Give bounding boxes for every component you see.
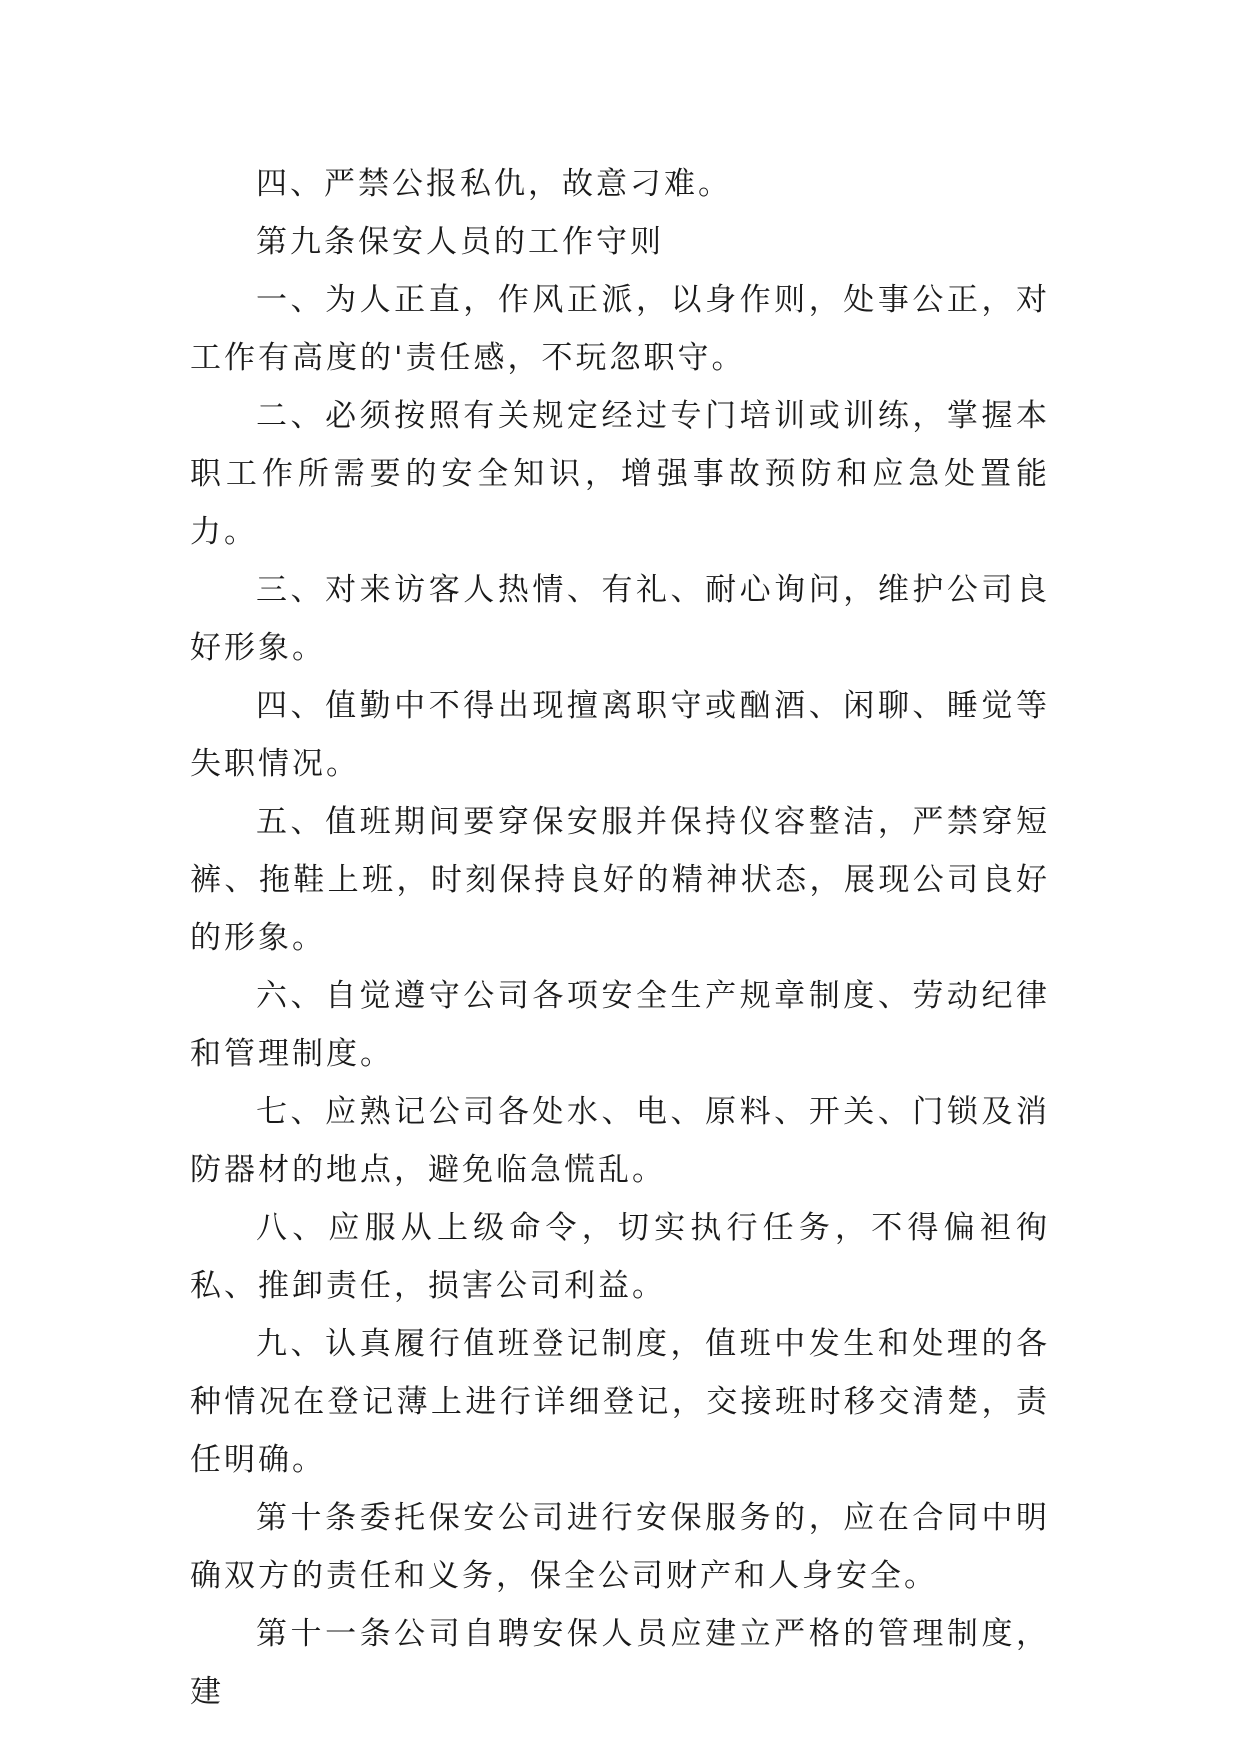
paragraph-article-11: 第十一条公司自聘安保人员应建立严格的管理制度，建 bbox=[190, 1616, 1050, 1710]
paragraph-rule-2-training: 二、必须按照有关规定经过专门培训或训练，掌握本职工作所需要的安全知识，增强事故预防和应急处置能力。 bbox=[190, 398, 1050, 550]
paragraph-rule-4-no-revenge: 四、严禁公报私仇，故意刁难。 bbox=[256, 166, 732, 202]
paragraph-article-9-heading: 第九条保安人员的工作守则 bbox=[256, 224, 664, 260]
document-body bbox=[190, 155, 1050, 1721]
paragraph-rule-4-on-duty: 四、值勤中不得出现擅离职守或酗酒、闲聊、睡觉等失职情况。 bbox=[190, 688, 1050, 782]
paragraph-rule-9-logbook: 九、认真履行值班登记制度，值班中发生和处理的各种情况在登记薄上进行详细登记，交接班时移交清楚，责任明确。 bbox=[190, 1326, 1050, 1478]
paragraph-rule-8-obedience: 八、应服从上级命令，切实执行任务，不得偏袒徇私、推卸责任，损害公司利益。 bbox=[190, 1210, 1050, 1304]
paragraph-rule-1-integrity: 一、为人正直，作风正派，以身作则，处事公正，对工作有高度的'责任感，不玩忽职守。 bbox=[190, 282, 1050, 376]
paragraph-rule-7-locations: 七、应熟记公司各处水、电、原料、开关、门锁及消防器材的地点，避免临急慌乱。 bbox=[190, 1094, 1050, 1188]
paragraph-rule-3-visitors: 三、对来访客人热情、有礼、耐心询问，维护公司良好形象。 bbox=[190, 572, 1050, 666]
paragraph-rule-5-uniform: 五、值班期间要穿保安服并保持仪容整洁，严禁穿短裤、拖鞋上班，时刻保持良好的精神状态，展现公司良好的形象。 bbox=[190, 804, 1050, 956]
paragraph-article-10: 第十条委托保安公司进行安保服务的，应在合同中明确双方的责任和义务，保全公司财产和人身安全。 bbox=[190, 1500, 1050, 1594]
paragraph-rule-6-compliance: 六、自觉遵守公司各项安全生产规章制度、劳动纪律和管理制度。 bbox=[190, 978, 1050, 1072]
